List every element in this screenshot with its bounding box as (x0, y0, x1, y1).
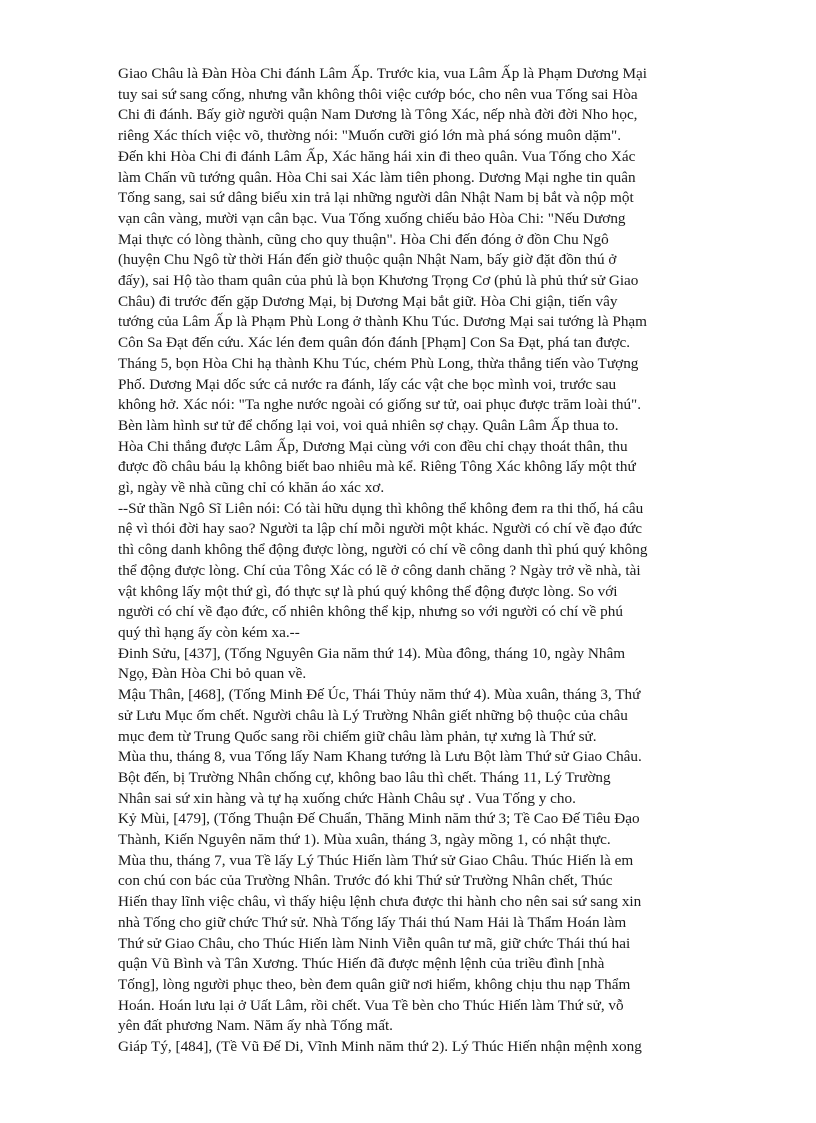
text-line: yên đất phương Nam. Năm ấy nhà Tống mất. (118, 1017, 393, 1035)
text-line: Ngọ, Đàn Hòa Chi bỏ quan về. (118, 665, 307, 683)
text-line: gì, ngày về nhà cũng chỉ có khăn áo xác xơ. (118, 479, 385, 497)
text-line: Tháng 5, bọn Hòa Chi hạ thành Khu Túc, chém Phù Long, thừa thắng tiến vào Tượng (118, 354, 639, 372)
text-line: Mùa thu, tháng 8, vua Tống lấy Nam Khang tướng là Lưu Bột làm Thứ sử Giao Châu. (118, 748, 642, 766)
text-line: Chi đi đánh. Bấy giờ người quận Nam Dương là Tông Xác, nếp nhà đời đời Nho học, (118, 106, 638, 124)
text-line: mục đem từ Trung Quốc sang rồi chiếm giữ châu làm phản, tự xưng là Thứ sử. (118, 727, 597, 745)
text-line: Đến khi Hòa Chi đi đánh Lâm Ấp, Xác hăng hái xin đi theo quân. Vua Tống cho Xác (118, 147, 636, 165)
text-line: Bột đến, bị Trường Nhân chống cự, không bao lâu thì chết. Tháng 11, Lý Trường (118, 768, 611, 786)
text-line: Giao Châu là Đàn Hòa Chi đánh Lâm Ấp. Trước kia, vua Lâm Ấp là Phạm Dương Mại (118, 65, 647, 82)
text-line: Mậu Thân, [468], (Tống Minh Đế Úc, Thái Thủy năm thứ 4). Mùa xuân, tháng 3, Thứ (118, 686, 641, 704)
text-line: sử Lưu Mục ốm chết. Người châu là Lý Trường Nhân giết những bộ thuộc của châu (118, 706, 628, 724)
text-line: người có chí về đạo đức, cố nhiên không thể kịp, nhưng so với người có chí về phú (118, 603, 623, 621)
text-line: Tống], lòng người phục theo, bèn đem quân giữ nơi hiểm, không chịu thu nạp Thẩm (118, 975, 631, 993)
text-line: Hoán. Hoán lưu lại ở Uất Lâm, rồi chết. Vua Tề bèn cho Thúc Hiến làm Thứ sử, vỗ (118, 996, 624, 1014)
text-line: làm Chấn vũ tướng quân. Hòa Chi sai Xác làm tiên phong. Dương Mại nghe tin quân (118, 168, 636, 186)
text-line: được đồ châu báu lạ không biết bao nhiêu mà kể. Riêng Tông Xác không lấy một thứ (118, 458, 636, 476)
text-line: tuy sai sứ sang cống, nhưng vẫn không thôi việc cướp bóc, cho nên vua Tống sai Hòa (118, 85, 638, 103)
text-line: thì công danh không thể động được lòng, người có chí về công danh thì phú quý không (118, 541, 648, 559)
text-line: Đinh Sửu, [437], (Tống Nguyên Gia năm thứ 14). Mùa đông, tháng 10, ngày Nhâm (118, 644, 626, 662)
text-line: con chú con bác của Trường Nhân. Trước đó khi Thứ sử Trường Nhân chết, Thúc (118, 872, 613, 890)
text-line: đấy), sai Hộ tào tham quân của phủ là bọn Khương Trọng Cơ (phủ là phủ thứ sử Giao (118, 272, 639, 290)
text-line: vạn cân vàng, mười vạn cân bạc. Vua Tống xuống chiếu bảo Hòa Chi: "Nếu Dương (118, 209, 626, 227)
text-line: Giáp Tý, [484], (Tề Vũ Đế Di, Vĩnh Minh năm thứ 2). Lý Thúc Hiến nhận mệnh xong (118, 1038, 642, 1056)
text-line: Châu) đi trước đến gặp Dương Mại, bị Dương Mại bắt giữ. Hòa Chi giận, tiến vây (118, 292, 618, 310)
text-line: Hiến thay lĩnh việc châu, vì thấy hiệu lệnh chưa được thi hành cho nên sai sứ sang xin (118, 893, 642, 911)
document-body (118, 64, 743, 1058)
text-line: Thành, Kiến Nguyên năm thứ 1). Mùa xuân, tháng 3, ngày mồng 1, có nhật thực. (118, 831, 611, 849)
text-line: Mùa thu, tháng 7, vua Tề lấy Lý Thúc Hiến làm Thứ sử Giao Châu. Thúc Hiến là em (118, 851, 634, 869)
text-line: Nhân sai sứ xin hàng và tự hạ xuống chức Hành Châu sự . Vua Tống y cho. (118, 789, 576, 807)
text-line: Côn Sa Đạt đến cứu. Xác lén đem quân đón đánh [Phạm] Con Sa Đạt, phá tan được. (118, 334, 631, 352)
text-line: --Sử thần Ngô Sĩ Liên nói: Có tài hữu dụng thì không thể không đem ra thi thố, há câu (118, 499, 644, 517)
text-line: thể động được lòng. Chí của Tông Xác có lẽ ở công danh chăng ? Ngày trở về nhà, tài (118, 561, 641, 579)
text-line: Phố. Dương Mại dốc sức cả nước ra đánh, lấy các vật che bọc mình voi, trước sau (118, 375, 617, 393)
text-line: Kỷ Mùi, [479], (Tống Thuận Đế Chuẩn, Thăng Minh năm thứ 3; Tề Cao Đế Tiêu Đạo (118, 810, 640, 828)
text-line: Hòa Chi thắng được Lâm Ấp, Dương Mại cùng với con đều chỉ chạy thoát thân, thu (118, 437, 628, 455)
text-line: nệ vì thói đời hay sao? Người ta lập chí mỗi người một khác. Người có chí về đạo đức (118, 520, 642, 538)
text-line: nhà Tống cho giữ chức Thứ sử. Nhà Tống lấy Thái thú Nam Hải là Thẩm Hoán làm (118, 913, 627, 931)
text-line: vật không lấy một thứ gì, đó thực sự là phú quý không thể động được lòng. So với (118, 582, 618, 600)
text-line: quý thì hạng ấy còn kém xa.-- (118, 623, 300, 641)
text-line: (huyện Chu Ngô từ thời Hán đến giờ thuộc quận Nhật Nam, bấy giờ đặt đồn thú ở (118, 251, 617, 269)
text-line: Thứ sử Giao Châu, cho Thúc Hiến làm Ninh Viễn quân tư mã, giữ chức Thái thú hai (118, 934, 631, 952)
text-line: Bèn làm hình sư tử để chống lại voi, voi quả nhiên sợ chạy. Quân Lâm Ấp thua to. (118, 416, 619, 434)
text-line: quận Vũ Bình và Tân Xương. Thúc Hiến đã được mệnh lệnh của triều đình [nhà (118, 955, 605, 973)
text-line: tướng của Lâm Ấp là Phạm Phù Long ở thành Khu Túc. Dương Mại sai tướng là Phạm (118, 313, 647, 331)
text-line: Tống sang, sai sứ dâng biểu xin trả lại những người dân Nhật Nam bị bắt và nộp một (118, 189, 634, 207)
text-line: riêng Xác thích việc võ, thường nói: "Muốn cưỡi gió lớn mà phá sóng muôn dặm". (118, 127, 622, 145)
text-line: không hở. Xác nói: "Ta nghe nước ngoài có giống sư tử, oai phục được trăm loài thú". (118, 396, 642, 414)
text-line: Mại thực có lòng thành, cũng cho quy thuận". Hòa Chi đến đóng ở đồn Chu Ngô (118, 230, 609, 248)
